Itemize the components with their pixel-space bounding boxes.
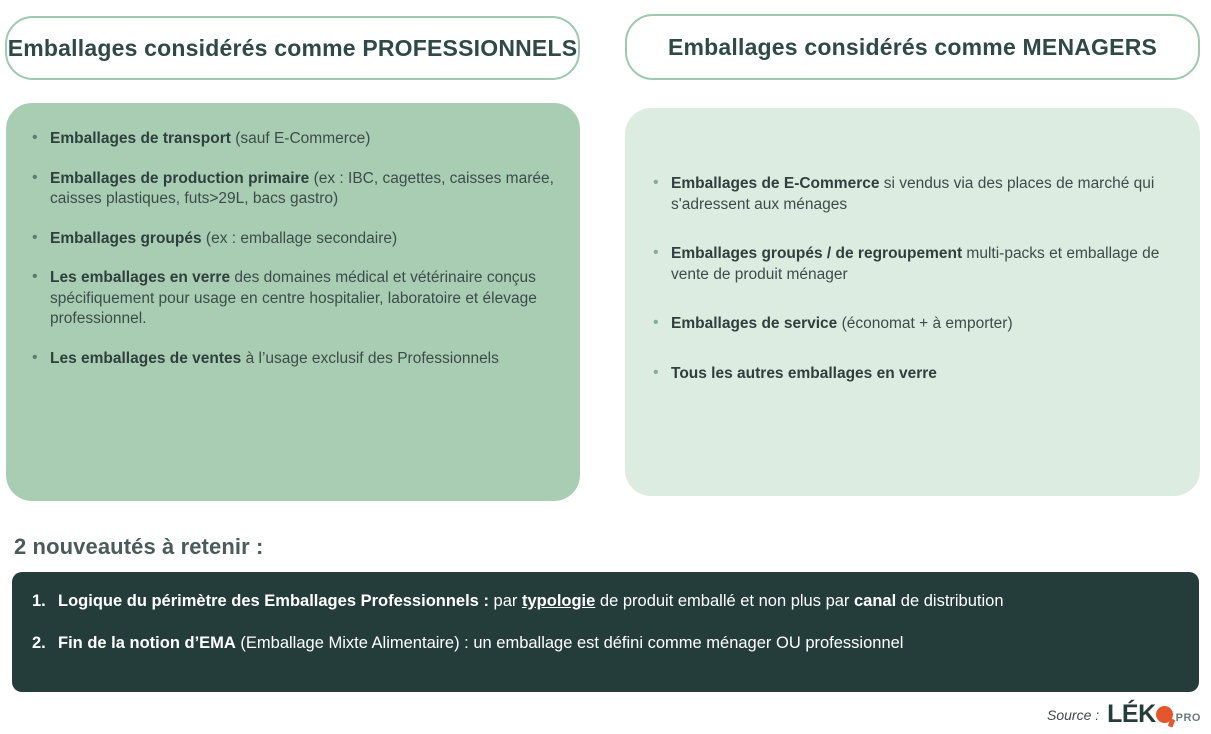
novelty-mid1: (Emballage Mixte Alimentaire) : un emballage est défini comme ménager OU professionnel (235, 634, 904, 652)
novelty-item (32, 590, 1179, 612)
list-item-bold: Emballages de E-Commerce (671, 175, 880, 192)
list-item (649, 364, 1160, 385)
list-item (28, 229, 562, 250)
list-item-bold: Les emballages en verre (50, 269, 231, 286)
header-title-household: Emballages considérés comme MENAGERS (667, 33, 1158, 60)
list-item (28, 268, 562, 330)
bullet-list-household (649, 174, 1160, 384)
header-card-household (625, 14, 1200, 80)
novelty-lead: Fin de la notion d’EMA (58, 634, 236, 652)
content-card-household (625, 108, 1200, 496)
list-item (649, 174, 1160, 215)
list-item-bold: Emballages groupés (50, 229, 202, 247)
list-item (28, 169, 562, 210)
list-item-rest: multi-packs et emballage de vente de produit ménager (671, 245, 1160, 283)
list-item-bold: Emballages groupés / de regroupement (671, 245, 963, 262)
list-item (28, 349, 562, 370)
list-item-rest: si vendus via des places de marché qui s'adressent aux ménages (671, 175, 1155, 213)
header-title-professional: Emballages considérés comme PROFESSIONNELS (7, 34, 578, 61)
list-item-rest: (sauf E-Commerce) (230, 130, 371, 147)
list-item-bold: Emballages de service (671, 315, 838, 332)
novelty-mid2: de produit emballé et non plus par (595, 592, 854, 610)
novelty-text (58, 632, 903, 654)
list-item-rest: (ex : emballage secondaire) (201, 229, 398, 247)
list-item-bold: Tous les autres emballages en verre (671, 364, 937, 382)
source-label: Source : (1047, 706, 1100, 723)
novelty-mid1: par (488, 592, 522, 610)
content-card-professional (6, 103, 580, 501)
list-item (28, 129, 562, 150)
novelty-underlined: typologie (521, 592, 596, 610)
list-item (649, 314, 1160, 335)
novelty-tail: de distribution (896, 592, 1004, 610)
novelty-strong2: canal (854, 592, 897, 610)
list-item-rest: (économat + à emporter) (837, 315, 1013, 332)
list-item-bold: Emballages de production primaire (50, 169, 310, 187)
novelty-number: 2. (32, 634, 46, 652)
novelties-panel (12, 572, 1199, 692)
list-item-rest: à l’usage exclusif des Professionnels (241, 349, 499, 367)
novelty-text (58, 590, 1004, 612)
list-item-rest: (ex : IBC, cagettes, caisses marée, caisses plastiques, futs>29L, bacs gastro) (50, 169, 554, 207)
list-item-bold: Emballages de transport (50, 130, 231, 147)
logo-wordmark (1107, 702, 1173, 727)
header-card-professional (5, 16, 580, 80)
novelty-item (32, 632, 1179, 654)
source-row (1047, 702, 1201, 727)
leko-pro-logo (1107, 702, 1201, 727)
bullet-list-professional (28, 129, 562, 369)
logo-dot-icon (1156, 706, 1173, 723)
novelty-lead: Logique du périmètre des Emballages Professionnels : (58, 592, 489, 610)
logo-wordmark-text: LÉK (1107, 700, 1156, 728)
novelty-number: 1. (32, 592, 46, 610)
list-item (649, 244, 1160, 285)
list-item-rest: des domaines médical et vétérinaire conçus spécifiquement pour usage en centre hospitalier, laboratoire et élevage professionnel. (50, 269, 537, 327)
logo-suffix: PRO (1175, 712, 1201, 724)
section-title: 2 nouveautés à retenir : (14, 534, 264, 559)
list-item-bold: Les emballages de ventes (50, 349, 242, 367)
